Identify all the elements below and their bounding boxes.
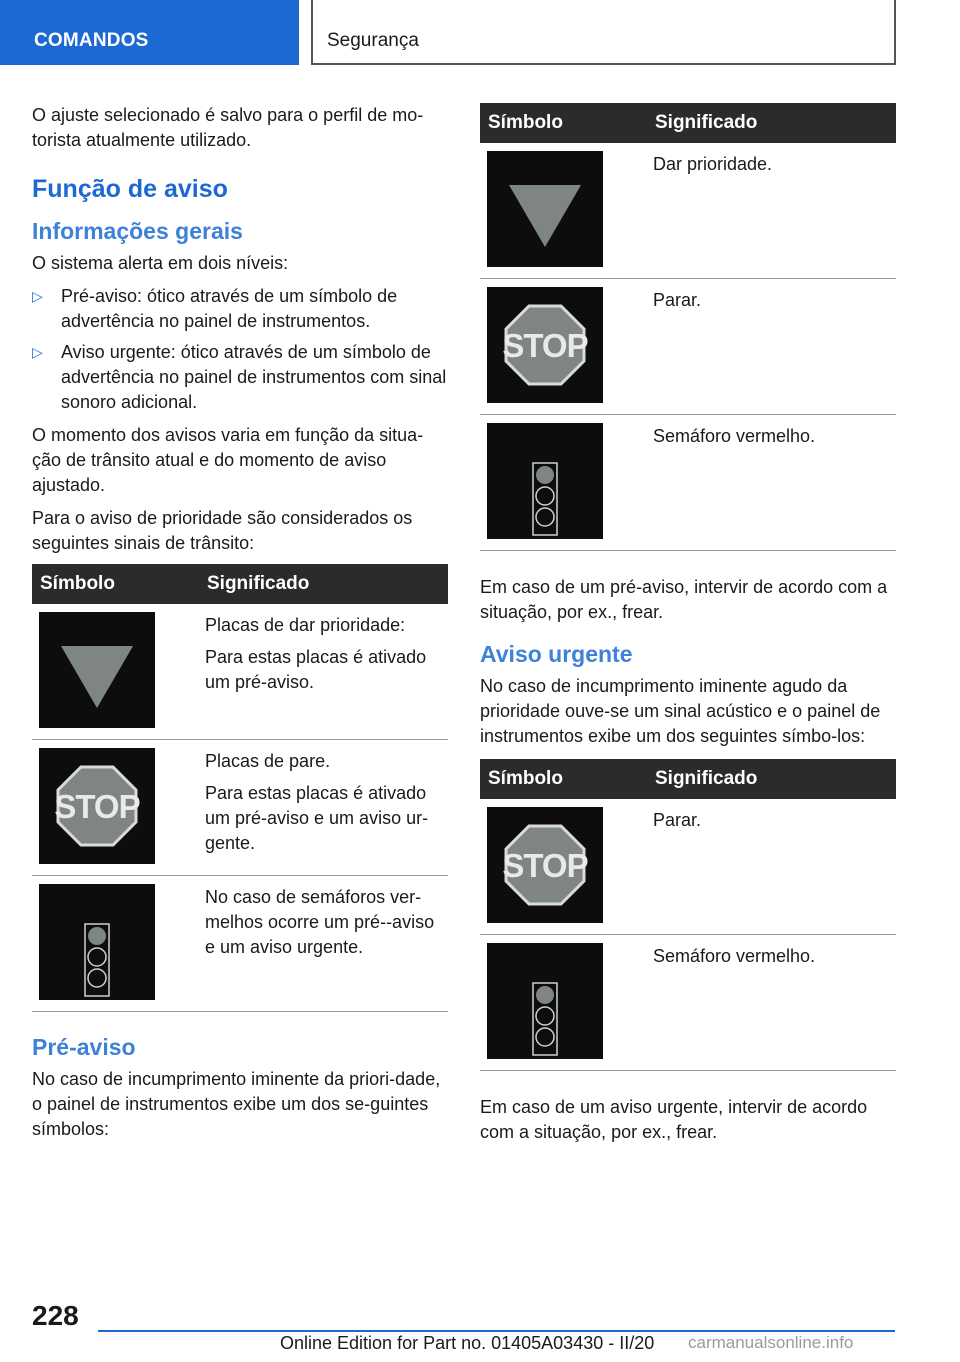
list-item-text: Pré-aviso: ótico através de um símbolo de advertência no painel de instrumentos. xyxy=(61,286,398,331)
heading-funcao-aviso: Função de aviso xyxy=(32,175,228,203)
stop-sign-icon xyxy=(487,287,603,403)
timing-paragraph: O momento dos avisos varia em função da situa-ção de trânsito atual e do momento de aviso ajustado. xyxy=(32,425,424,495)
table-row xyxy=(480,799,896,935)
stop-sign-icon xyxy=(487,807,603,923)
meaning-text: Para estas placas é ativado um pré-aviso e um aviso ur-gente. xyxy=(205,783,429,853)
right-column xyxy=(480,103,896,1153)
alert-intro: O sistema alerta em dois níveis: xyxy=(32,253,289,273)
urgent-symbols-table xyxy=(480,759,896,1071)
traffic-light-icon xyxy=(487,943,603,1059)
subheading-informacoes-gerais: Informações gerais xyxy=(32,218,243,244)
subheading-aviso-urgente: Aviso urgente xyxy=(480,641,633,667)
urgent-action: Em caso de um aviso urgente, intervir de acordo com a situação, por ex., frear. xyxy=(480,1097,868,1142)
footer-divider xyxy=(98,1330,895,1332)
stop-sign-icon xyxy=(39,748,155,864)
preaviso-text: No caso de incumprimento iminente da priori-dade, o painel de instrumentos exibe um dos se-guintes símbolos: xyxy=(32,1069,441,1139)
column-header-meaning: Significado xyxy=(197,564,448,604)
meaning-text: No caso de semáforos ver-melhos ocorre um pré--aviso e um aviso urgente. xyxy=(205,887,435,957)
priority-signs-table xyxy=(32,564,448,1012)
table-row xyxy=(32,876,448,1012)
section-tab: COMANDOS xyxy=(0,0,299,65)
preaviso-symbols-table xyxy=(480,103,896,551)
column-header-meaning: Significado xyxy=(645,759,896,799)
watermark: carmanualsonline.info xyxy=(688,1333,854,1352)
table-row xyxy=(480,143,896,279)
column-header-symbol: Símbolo xyxy=(32,564,197,604)
list-item xyxy=(32,340,448,415)
intro-text: O ajuste selecionado é salvo para o perfil de mo-torista atualmente utilizado. xyxy=(32,105,424,150)
table-row xyxy=(32,740,448,876)
list-item-text: Aviso urgente: ótico através de um símbolo de advertência no painel de instrumentos com sinal sonoro adicional. xyxy=(61,342,447,412)
page-number: 228 xyxy=(32,1300,79,1331)
meaning-text: Semáforo vermelho. xyxy=(653,426,816,446)
meaning-text: Parar. xyxy=(653,810,702,830)
triangle-bullet-icon: ▷ xyxy=(32,344,43,360)
meaning-text: Semáforo vermelho. xyxy=(653,946,816,966)
table-row xyxy=(480,415,896,551)
table-row xyxy=(32,604,448,740)
column-header-symbol: Símbolo xyxy=(480,103,645,143)
left-column xyxy=(32,100,448,1150)
yield-sign-icon xyxy=(487,151,603,267)
column-header-meaning: Significado xyxy=(645,103,896,143)
traffic-light-icon xyxy=(487,423,603,539)
list-item xyxy=(32,284,448,334)
triangle-bullet-icon: ▷ xyxy=(32,288,43,304)
yield-sign-icon xyxy=(39,612,155,728)
signs-intro: Para o aviso de prioridade são considerados os seguintes sinais de trânsito: xyxy=(32,508,413,553)
table-row xyxy=(480,279,896,415)
preaviso-action: Em caso de um pré-aviso, intervir de acordo com a situação, por ex., frear. xyxy=(480,577,888,622)
meaning-text: Placas de pare. xyxy=(205,751,331,771)
alert-level-list xyxy=(32,284,448,415)
meaning-text: Placas de dar prioridade: xyxy=(205,615,406,635)
traffic-light-icon xyxy=(39,884,155,1000)
meaning-text: Dar prioridade. xyxy=(653,154,773,174)
subheading-pre-aviso: Pré-aviso xyxy=(32,1034,136,1060)
meaning-text: Parar. xyxy=(653,290,702,310)
urgent-text: No caso de incumprimento iminente agudo da prioridade ouve-se um sinal acústico e o painel de instrumentos exibe um dos seguintes símbo-los: xyxy=(480,676,881,746)
page-title: Segurança xyxy=(311,0,896,65)
meaning-text: Para estas placas é ativado um pré-aviso. xyxy=(205,647,427,692)
table-row xyxy=(480,935,896,1071)
edition-text: Online Edition for Part no. 01405A03430 - II/20 xyxy=(280,1333,655,1353)
column-header-symbol: Símbolo xyxy=(480,759,645,799)
